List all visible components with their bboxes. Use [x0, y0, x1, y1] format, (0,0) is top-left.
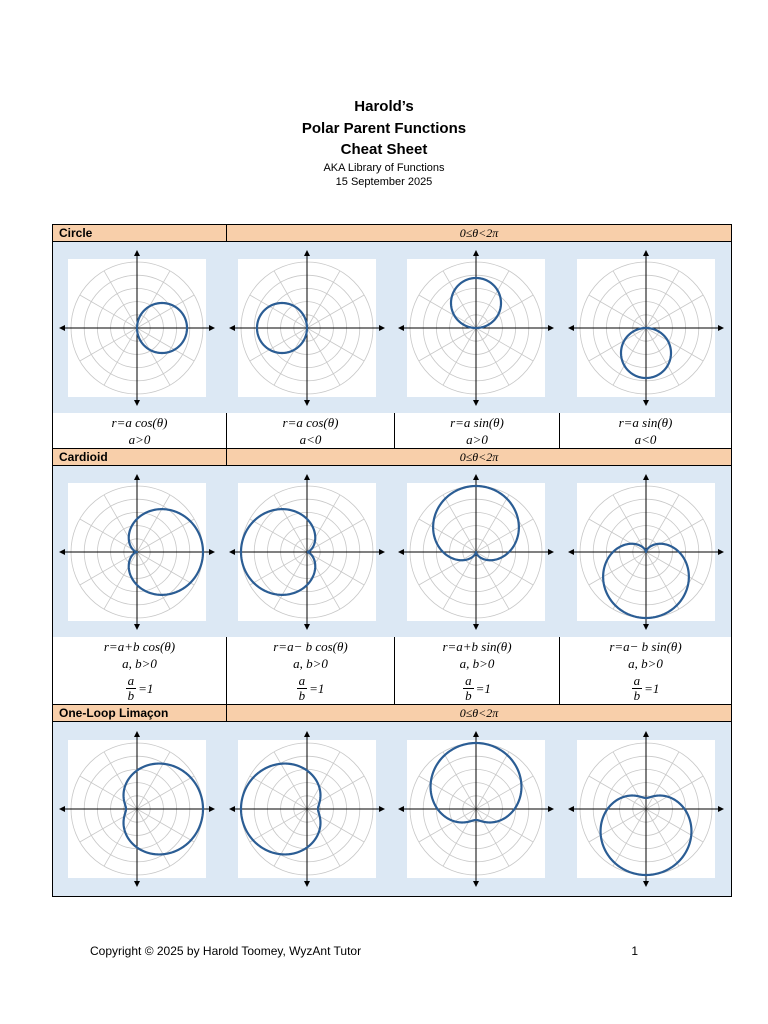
polar-plot: [562, 722, 732, 896]
equation: r=a− b cos(θ): [273, 639, 348, 654]
page-number: 1: [631, 944, 638, 958]
arrow-right-icon: [379, 325, 385, 331]
equation: r=a− b sin(θ): [609, 639, 682, 654]
polar-plot: [392, 466, 562, 637]
polar-plot: [562, 242, 732, 413]
section-name: One-Loop Limaçon: [53, 705, 227, 721]
section-range: 0≤θ<2π: [459, 226, 499, 240]
condition: a, b>0: [628, 656, 663, 671]
section-name: Cardioid: [53, 449, 227, 465]
date: 15 September 2025: [335, 175, 433, 188]
polar-plot: [53, 242, 223, 413]
arrow-up-icon: [473, 250, 479, 256]
equation-cell: [560, 413, 731, 448]
polar-plot: [223, 466, 393, 637]
title-line-1: Harold’s: [354, 98, 414, 115]
equation-cell: [53, 637, 227, 704]
equation-cell: [227, 413, 395, 448]
plots-row-cardioid: [52, 466, 732, 637]
arrow-right-icon: [209, 549, 215, 555]
polar-plot: [223, 242, 393, 413]
arrow-down-icon: [643, 881, 649, 887]
ratio-rhs: =1: [309, 680, 325, 696]
ratio-denominator: b: [465, 687, 472, 703]
polar-plot: [53, 466, 223, 637]
condition: a<0: [299, 432, 322, 447]
equation: r=a+b cos(θ): [103, 639, 176, 654]
arrow-up-icon: [473, 731, 479, 737]
arrow-right-icon: [548, 325, 554, 331]
arrow-right-icon: [379, 549, 385, 555]
arrow-left-icon: [398, 806, 404, 812]
arrow-up-icon: [304, 731, 310, 737]
condition: a>0: [128, 432, 151, 447]
arrow-up-icon: [134, 731, 140, 737]
title-line-2: Polar Parent Functions: [301, 119, 467, 137]
arrow-down-icon: [304, 400, 310, 406]
arrow-up-icon: [134, 474, 140, 480]
arrow-down-icon: [134, 881, 140, 887]
ratio-denominator: b: [633, 687, 641, 703]
equation-cell: [395, 413, 560, 448]
arrow-down-icon: [134, 400, 140, 406]
equation-cell: [53, 413, 227, 448]
arrow-right-icon: [209, 325, 215, 331]
arrow-left-icon: [229, 806, 235, 812]
page-footer: [90, 944, 638, 958]
arrow-left-icon: [59, 806, 65, 812]
arrow-left-icon: [229, 549, 235, 555]
arrow-right-icon: [718, 549, 724, 555]
ratio-rhs: =1: [644, 680, 660, 696]
equation-cell: [395, 637, 560, 704]
arrow-right-icon: [718, 806, 724, 812]
equation: r=a cos(θ): [111, 415, 168, 430]
polar-plot: [392, 242, 562, 413]
ratio-numerator: a: [298, 672, 306, 688]
arrow-left-icon: [398, 325, 404, 331]
arrow-up-icon: [643, 474, 649, 480]
section-range: 0≤θ<2π: [459, 706, 499, 720]
section-header-circle: [52, 224, 732, 242]
polar-plot: [392, 722, 562, 896]
section-range: 0≤θ<2π: [459, 450, 499, 464]
ratio-denominator: b: [298, 687, 306, 703]
ratio: [53, 672, 226, 704]
polar-plot: [53, 722, 223, 896]
arrow-down-icon: [134, 624, 140, 630]
arrow-left-icon: [398, 549, 404, 555]
equation: r=a sin(θ): [618, 415, 673, 430]
condition: a>0: [466, 432, 488, 447]
equation-row-cardioid: [52, 636, 732, 705]
ratio-denominator: b: [127, 687, 135, 703]
cheat-sheet-table: [52, 225, 732, 897]
arrow-down-icon: [643, 400, 649, 406]
arrow-down-icon: [643, 624, 649, 630]
condition: a, b>0: [293, 656, 328, 671]
arrow-left-icon: [568, 549, 574, 555]
condition: a<0: [634, 432, 657, 447]
ratio-numerator: a: [127, 672, 135, 688]
arrow-down-icon: [473, 400, 479, 406]
arrow-left-icon: [59, 549, 65, 555]
ratio-numerator: a: [465, 672, 472, 688]
ratio: [560, 672, 731, 704]
arrow-up-icon: [134, 250, 140, 256]
arrow-down-icon: [304, 624, 310, 630]
condition: a, b>0: [122, 656, 157, 671]
arrow-up-icon: [304, 250, 310, 256]
equation: r=a cos(θ): [282, 415, 339, 430]
equation: r=a+b sin(θ): [442, 639, 512, 654]
title-line-3: Cheat Sheet: [340, 141, 428, 158]
arrow-right-icon: [209, 806, 215, 812]
arrow-up-icon: [304, 474, 310, 480]
condition: a, b>0: [459, 656, 495, 671]
equation: r=a sin(θ): [450, 415, 504, 430]
ratio-rhs: =1: [475, 680, 491, 696]
page-header: [0, 96, 768, 189]
arrow-down-icon: [473, 881, 479, 887]
arrow-left-icon: [59, 325, 65, 331]
equation-row-circle: [52, 412, 732, 449]
section-name: Circle: [53, 225, 227, 241]
arrow-right-icon: [379, 806, 385, 812]
section-header-cardioid: [52, 448, 732, 466]
arrow-right-icon: [548, 806, 554, 812]
ratio-numerator: a: [633, 672, 641, 688]
plots-row-circle: [52, 242, 732, 413]
arrow-down-icon: [473, 624, 479, 630]
arrow-down-icon: [304, 881, 310, 887]
subtitle: AKA Library of Functions: [323, 161, 445, 174]
equation-cell: [560, 637, 731, 704]
arrow-left-icon: [568, 806, 574, 812]
polar-plot: [562, 466, 732, 637]
ratio: [395, 672, 559, 704]
ratio-rhs: =1: [138, 680, 154, 696]
arrow-up-icon: [473, 474, 479, 480]
arrow-left-icon: [568, 325, 574, 331]
ratio: [227, 672, 394, 704]
section-header-one-loop-limacon: [52, 704, 732, 722]
equation-cell: [227, 637, 395, 704]
arrow-left-icon: [229, 325, 235, 331]
polar-plot: [223, 722, 393, 896]
plots-row-one-loop-limacon: [52, 722, 732, 897]
arrow-right-icon: [718, 325, 724, 331]
arrow-right-icon: [548, 549, 554, 555]
arrow-up-icon: [643, 731, 649, 737]
arrow-up-icon: [643, 250, 649, 256]
copyright: Copyright © 2025 by Harold Toomey, WyzAnt Tutor: [90, 944, 362, 958]
